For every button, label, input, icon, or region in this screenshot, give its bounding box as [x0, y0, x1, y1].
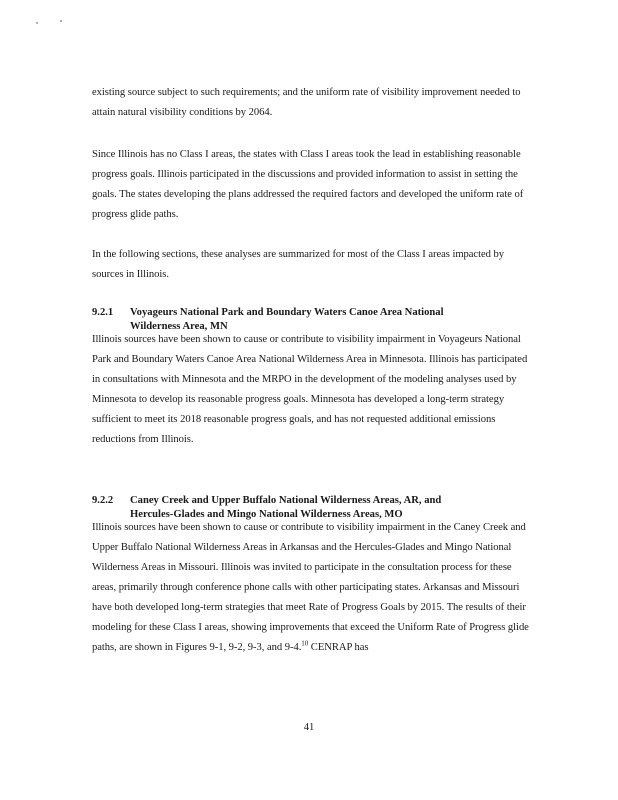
paragraph-caney-creek [92, 518, 532, 658]
paragraph-following-sections: In the following sections, these analyses are summarized for most of the Class I areas impacted by sources in Illinois. [92, 249, 504, 280]
section-title-line1: Voyageurs National Park and Boundary Waters Canoe Area National [130, 307, 444, 318]
section-title-line2: Wilderness Area, MN [130, 321, 228, 332]
page-number: 41 [303, 722, 315, 733]
scan-artifact [60, 20, 62, 22]
paragraph-continuation: existing source subject to such requirements; and the uniform rate of visibility improvement needed to attain natural visibility conditions by 2064. [92, 87, 521, 118]
footnote-reference[interactable]: 10 [301, 639, 309, 648]
section-title-line1: Caney Creek and Upper Buffalo National Wilderness Areas, AR, and [130, 495, 442, 506]
paragraph-caney-creek-body: Illinois sources have been shown to cause or contribute to visibility impairment in the Caney Creek and Upper Buffalo National Wilderness Areas in Arkansas and the Hercules-Glades and Mingo National Wilderness Areas in Missouri. Illinois was invited to participate in the consultation process for these areas, primarily through conference phone calls with other participating states. Arkansas and Missouri have both developed long-term strategies that meet Rate of Progress Goals by 2015. The results of their modeling for these Class I areas, showing improvements that exceed the Uniform Rate of Progress glide paths, are shown in Figures 9-1, 9-2, 9-3, and 9-4. [92, 522, 529, 653]
paragraph-caney-creek-tail: CENRAP has [308, 642, 369, 653]
scan-artifact [36, 22, 38, 24]
section-title-line2: Hercules-Glades and Mingo National Wilderness Areas, MO [130, 509, 403, 520]
section-number: 9.2.2 [92, 495, 114, 506]
paragraph-class-i-areas: Since Illinois has no Class I areas, the states with Class I areas took the lead in establishing reasonable progress goals. Illinois participated in the discussions and provided information to assist in setting the goals. The states developing the plans addressed the required factors and developed the uniform rate of progress glide paths. [92, 149, 524, 220]
paragraph-voyageurs: Illinois sources have been shown to cause or contribute to visibility impairment in Voyageurs National Park and Boundary Waters Canoe Area National Wilderness Area in Minnesota. Illinois has participated in consultations with Minnesota and the MRPO in the development of the modeling analyses used by Minnesota to develop its reasonable progress goals. Minnesota has developed a long-term strategy sufficient to meet its 2018 reasonable progress goals, and has not requested additional emissions reductions from Illinois. [92, 334, 528, 445]
section-number: 9.2.1 [92, 307, 114, 318]
